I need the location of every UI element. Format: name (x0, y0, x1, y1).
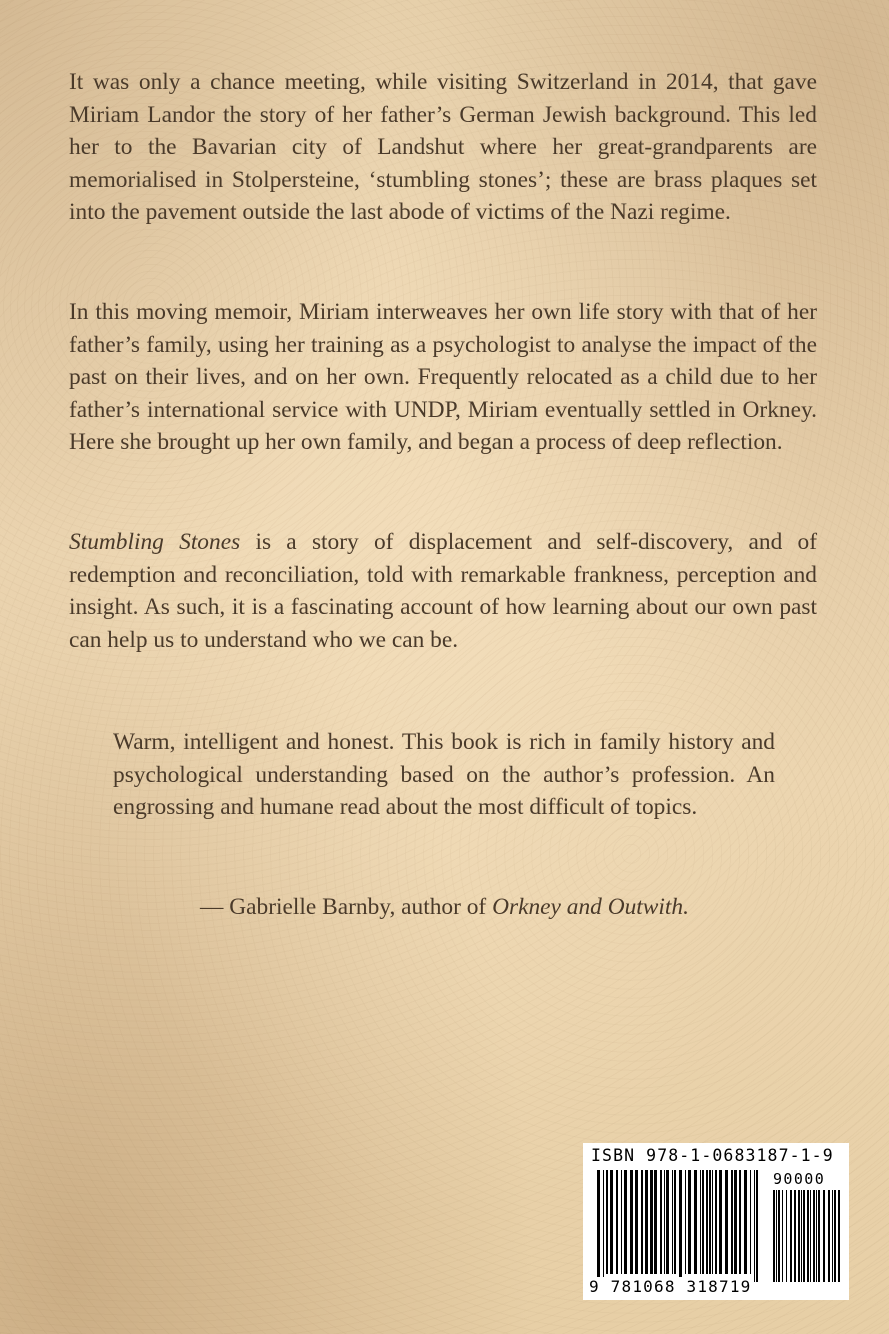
barcode-bar (700, 1170, 701, 1274)
barcode-bar (603, 1170, 604, 1282)
addon-bar (798, 1190, 800, 1282)
attribution-prefix: — Gabrielle Barnby, author of (200, 894, 493, 920)
book-title: Stumbling Stones (69, 529, 241, 555)
barcode-bar (750, 1170, 751, 1274)
barcode-bar (630, 1170, 633, 1274)
addon-bar (790, 1190, 792, 1282)
barcode-bar (702, 1170, 704, 1274)
ean-digits: 9 781068 318719 (589, 1277, 752, 1296)
review-attribution (200, 891, 689, 923)
price-code: 90000 (773, 1170, 826, 1188)
barcode-bar (664, 1170, 665, 1274)
barcode-bar (679, 1170, 682, 1282)
blurb-paragraph-1: It was only a chance meeting, while visiting Switzerland in 2014, that gave Miriam Landor the story of her father’s German Jewish background. This led her to the Bavarian city of Landshut where her great-grandparents are memorialised in Stolpersteine, ‘stumbling stones’; these are brass plaques set into the pavement outside the last abode of victims of the Nazi regime. (69, 69, 817, 226)
addon-bar (782, 1190, 783, 1282)
addon-bar (810, 1190, 811, 1282)
barcode-bar (660, 1170, 662, 1274)
addon-bar (832, 1190, 833, 1282)
barcode-bar (666, 1170, 669, 1274)
isbn-label: ISBN 978-1-0683187-1-9 (591, 1146, 834, 1165)
barcode-bar (754, 1170, 755, 1282)
barcode-bar (715, 1170, 717, 1274)
addon-bar (834, 1190, 836, 1282)
attribution-work-title: Orkney and Outwith. (492, 894, 689, 920)
barcode-bar (654, 1170, 657, 1274)
barcode-bar (731, 1170, 733, 1274)
barcode-bar (744, 1170, 747, 1274)
barcode-bar (645, 1170, 648, 1274)
barcode-bar (650, 1170, 653, 1274)
review-quote: Warm, intelligent and honest. This book is rich in family history and psychological understanding based on the author’s profession. An engrossing and humane read about the most difficult of topics. (113, 729, 775, 821)
barcode-bar (694, 1170, 697, 1274)
barcode-bar (709, 1170, 711, 1274)
barcode-bar (672, 1170, 673, 1274)
addon-bar (776, 1190, 777, 1282)
blurb-paragraph-2: In this moving memoir, Miriam interweaves her own life story with that of her father’s family, using her training as a psychologist to analyse the impact of the past on their lives, and on her own. Frequently relocated as a child due to her father’s international service with UNDP, Miriam eventually settled in Orkney. Here she brought up her own family, and began a process of deep reflection. (69, 299, 817, 456)
addon-bar (786, 1190, 787, 1282)
barcode-bar (756, 1170, 758, 1282)
barcode-bar (606, 1170, 608, 1274)
barcode-bar (719, 1170, 722, 1274)
barcode-bar (610, 1170, 613, 1274)
addon-bar (803, 1190, 805, 1282)
barcode-bar (597, 1170, 600, 1282)
barcode-bar (712, 1170, 713, 1274)
addon-bar (778, 1190, 780, 1282)
blurb-paragraph-3-text: is a story of displacement and self-discovery, and of redemption and reconciliation, told with remarkable frankness, perception and insight. As such, it is a fascinating account of how learning about our own past can help us to understand who we can be. (69, 529, 817, 653)
barcode-bar (685, 1170, 686, 1274)
barcode-bar (706, 1170, 708, 1274)
addon-bar (773, 1190, 775, 1282)
addon-bar (823, 1190, 825, 1282)
barcode-bar (641, 1170, 643, 1274)
barcode-bar (624, 1170, 627, 1274)
barcode-bar (616, 1170, 618, 1274)
isbn-barcode (583, 1143, 849, 1300)
addon-bar (828, 1190, 830, 1282)
addon-bar (838, 1190, 840, 1282)
barcode-bar (688, 1170, 691, 1274)
barcode-bar (621, 1170, 622, 1274)
barcode-bar (725, 1170, 728, 1274)
addon-bar (801, 1190, 802, 1282)
addon-bar (813, 1190, 815, 1282)
addon-bar (816, 1190, 817, 1282)
addon-bar (794, 1190, 796, 1282)
addon-bar (807, 1190, 809, 1282)
barcode-bar (635, 1170, 638, 1274)
blurb-paragraph-3 (69, 526, 817, 656)
barcode-bar (739, 1170, 741, 1274)
addon-bar (818, 1190, 820, 1282)
barcode-bar (734, 1170, 737, 1274)
barcode-bar (674, 1170, 676, 1274)
